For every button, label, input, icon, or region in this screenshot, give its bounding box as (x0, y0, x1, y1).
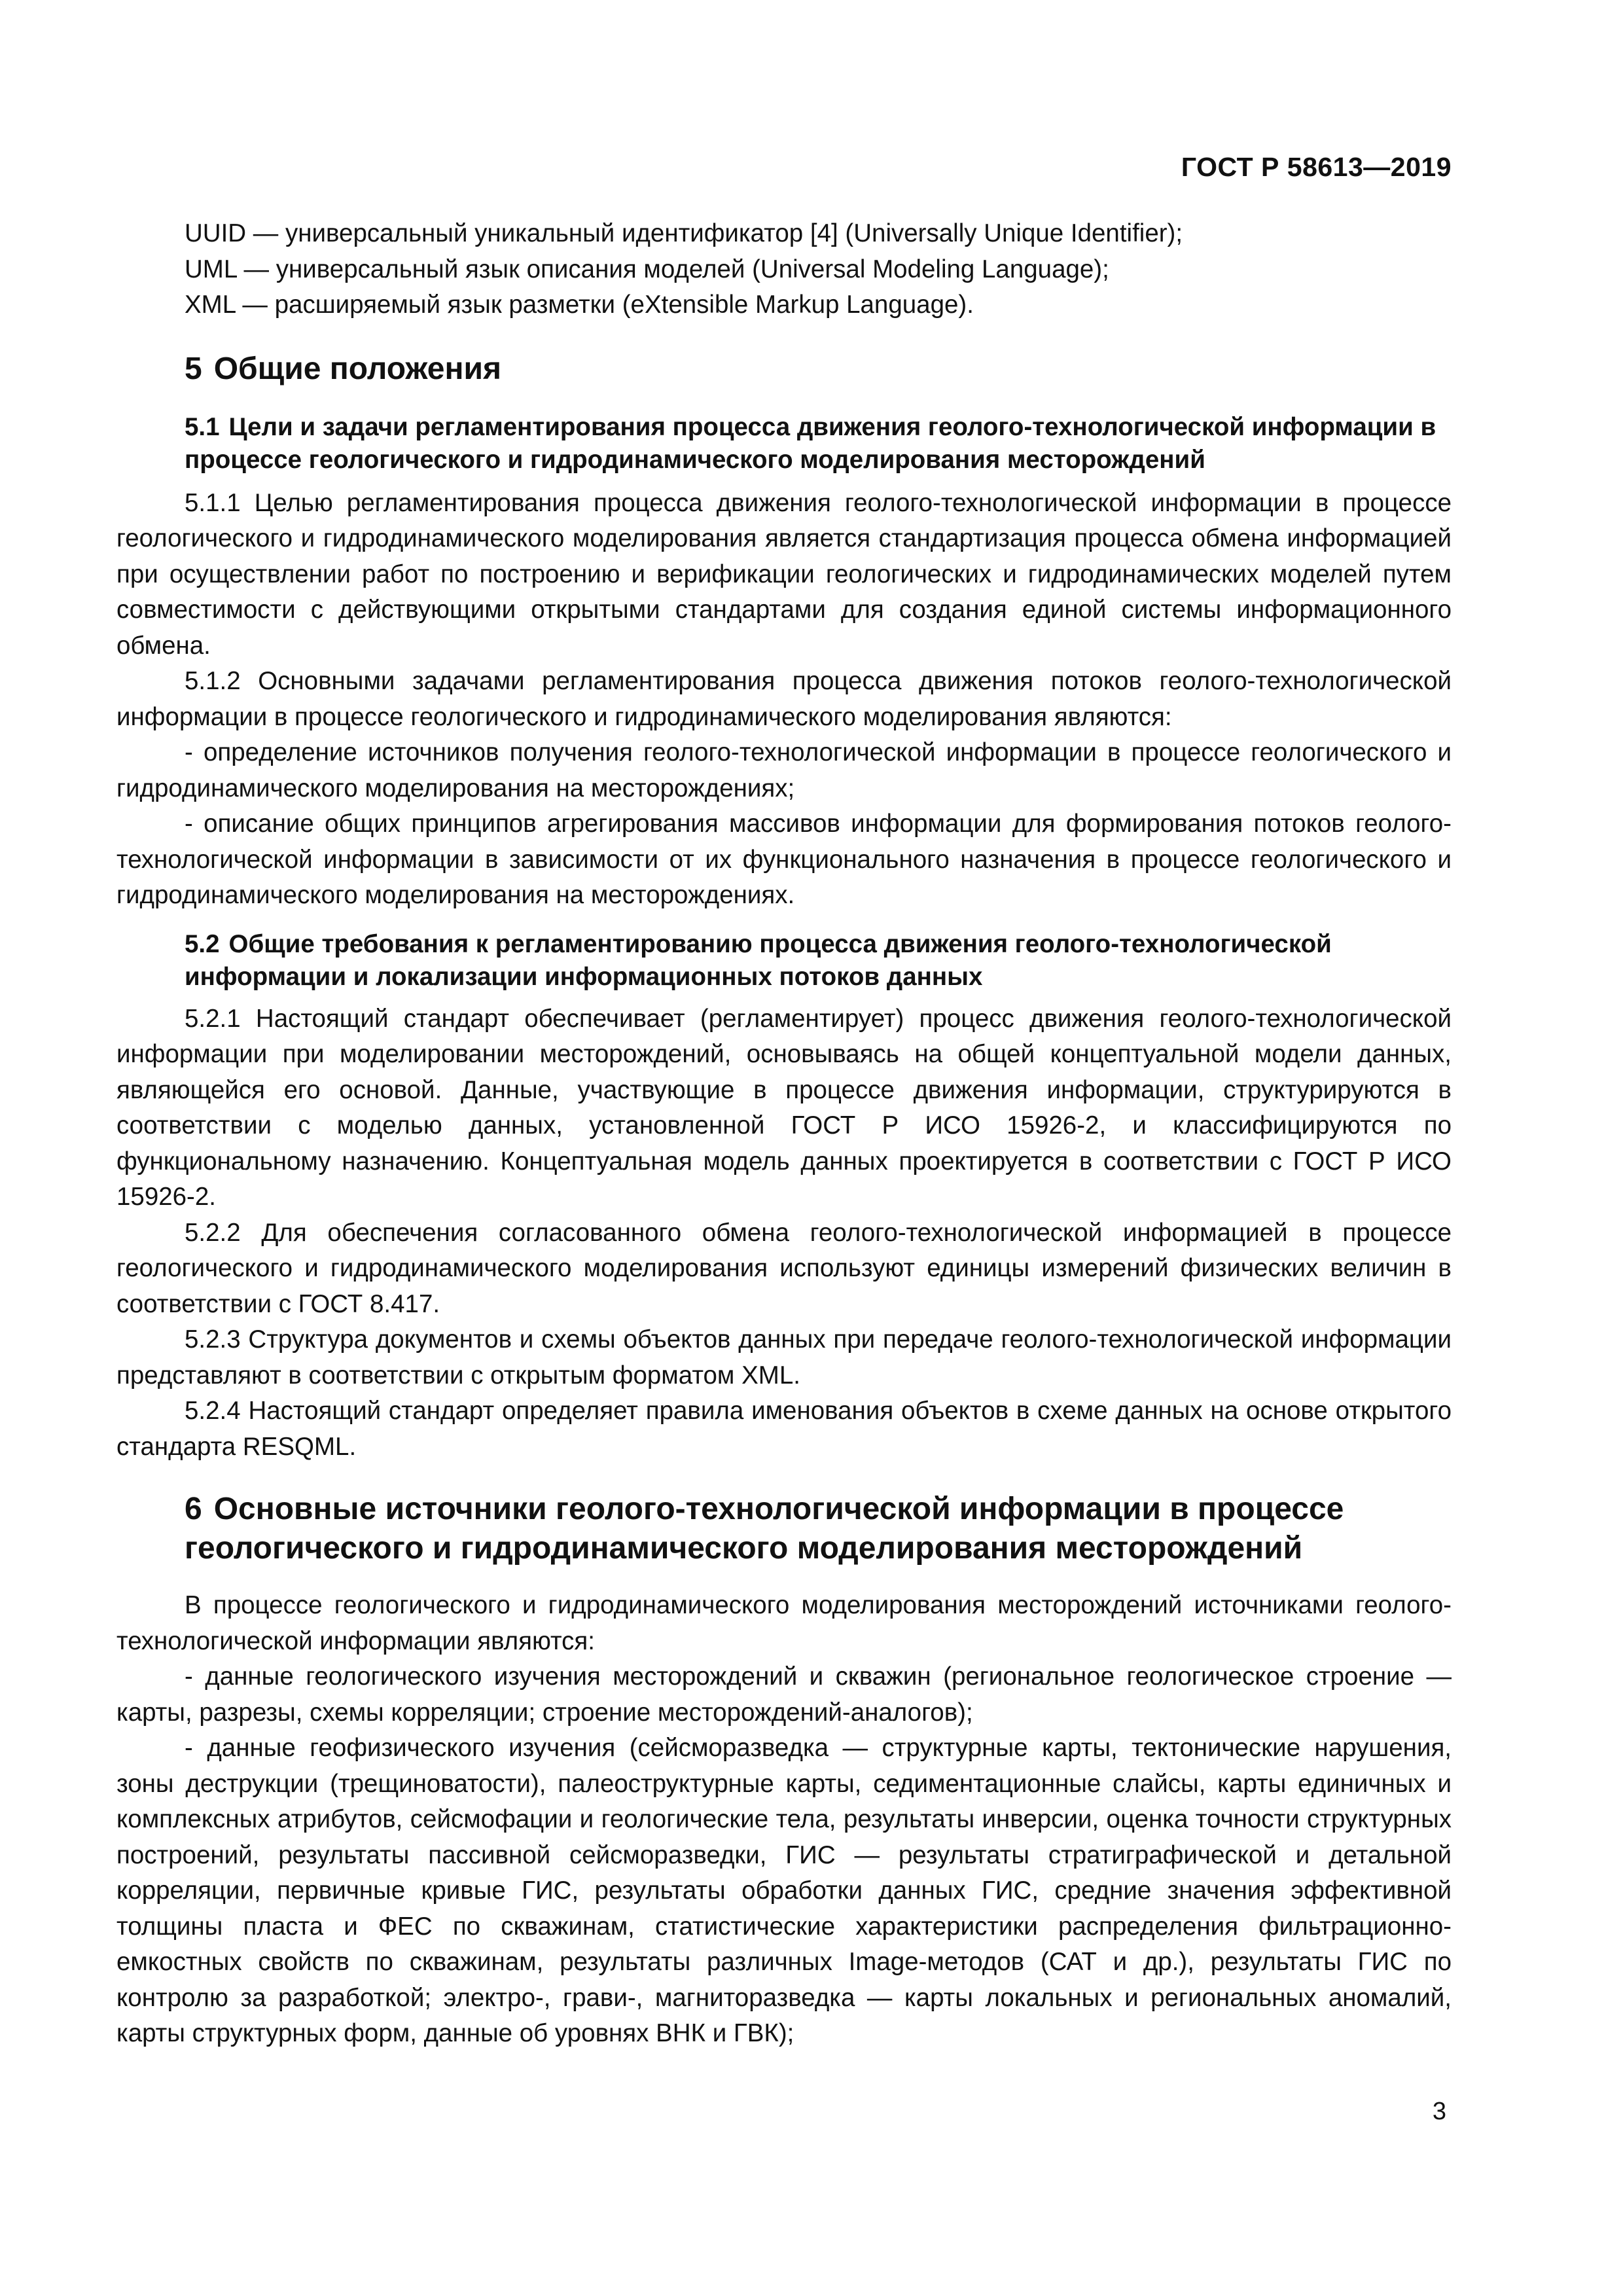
section-number: 6 (185, 1492, 202, 1526)
abbreviation-item: XML — расширяемый язык разметки (eXtensible Markup Language). (185, 291, 974, 319)
subsection-title: Общие требования к регламентированию процесса движения геолого-технологической информации и локализации информационных потоков данных (185, 929, 1332, 991)
page-content (116, 216, 1452, 2052)
subsection-title: Цели и задачи регламентирования процесса движения геолого-технологической информации в процессе геологического и гидродинамического моделирования месторождений (185, 412, 1436, 474)
section-heading-5 (116, 350, 1452, 389)
abbreviation-item: UUID — универсальный уникальный идентификатор [4] (Universally Unique Identifier); (185, 219, 1183, 247)
subsection-number: 5.2 (185, 929, 220, 958)
list-item: - описание общих принципов агрегирования массивов информации для формирования потоков геолого-технологической информации в зависимости от их функционального назначения в процессе геологического и гидродинамического моделирования на месторождениях. (116, 810, 1452, 909)
subsection-heading-5-2 (116, 928, 1452, 994)
paragraph-6-intro: В процессе геологического и гидродинамического моделирования месторождений источниками геолого-технологической информации являются: (116, 1591, 1452, 1655)
document-header-id: ГОСТ Р 58613—2019 (1181, 152, 1452, 182)
list-item: - данные геологического изучения месторождений и скважин (региональное геологическое строение — карты, разрезы, схемы корреляции; строение месторождений-аналогов); (116, 1662, 1452, 1727)
section-title: Основные источники геолого-технологической информации в процессе геологического и гидродинамического моделирования месторождений (185, 1492, 1344, 1566)
abbreviation-item: UML — универсальный язык описания моделей (Universal Modeling Language); (185, 255, 1109, 283)
section-heading-6 (116, 1490, 1452, 1568)
subsection-number: 5.1 (185, 412, 220, 441)
page-number: 3 (1432, 2098, 1446, 2125)
paragraph-5-2-2: 5.2.2 Для обеспечения согласованного обмена геолого-технологической информацией в процессе геологического и гидродинамического моделирования используют единицы измерений физических величин в соответствии с ГОСТ 8.417. (116, 1218, 1452, 1318)
paragraph-5-1-2: 5.1.2 Основными задачами регламентирования процесса движения потоков геолого-технологической информации в процессе геологического и гидродинамического моделирования являются: (116, 667, 1452, 731)
paragraph-5-2-4: 5.2.4 Настоящий стандарт определяет правила именования объектов в схеме данных на основе открытого стандарта RESQML. (116, 1397, 1452, 1461)
list-item: - данные геофизического изучения (сейсморазведка — структурные карты, тектонические нарушения, зоны деструкции (трещиноватости), палеоструктурные карты, седиментационные слайсы, карты единичных и комплексных атрибутов, сейсмофации и геологические тела, результаты инверсии, оценка точности структурных построений, результаты пассивной сейсморазведки, ГИС — результаты стратиграфической и детальной корреляции, первичные кривые ГИС, результаты обработки данных ГИС, средние значения эффективной толщины пласта и ФЕС по скважинам, статистические характеристики распределения фильтрационно-емкостных свойств по скважинам, результаты различных Image-методов (САТ и др.), результаты ГИС по контролю за разработкой; электро-, грави-, магниторазведка — карты локальных и региональных аномалий, карты структурных форм, данные об уровнях ВНК и ГВК); (116, 1734, 1452, 2047)
paragraph-5-2-3: 5.2.3 Структура документов и схемы объектов данных при передаче геолого-технологической информации представляют в соответствии с открытым форматом XML. (116, 1325, 1452, 1390)
section-number: 5 (185, 351, 202, 386)
subsection-heading-5-1 (116, 411, 1452, 476)
paragraph-5-2-1: 5.2.1 Настоящий стандарт обеспечивает (регламентирует) процесс движения геолого-технологической информации при моделировании месторождений, основываясь на общей концептуальной модели данных, являющейся его основой. Данные, участвующие в процессе движения информации, структурируются в соответствии с моделью данных, установленной ГОСТ Р ИСО 15926-2, и классифицируются по функциональному назначению. Концептуальная модель данных проектируется в соответствии с ГОСТ Р ИСО 15926-2. (116, 1004, 1452, 1211)
list-item: - определение источников получения геолого-технологической информации в процессе геологического и гидродинамического моделирования на месторождениях; (116, 738, 1452, 802)
section-title: Общие положения (213, 351, 501, 386)
paragraph-5-1-1: 5.1.1 Целью регламентирования процесса движения геолого-технологической информации в процессе геологического и гидродинамического моделирования является стандартизация процесса обмена информацией при осуществлении работ по построению и верификации геологических и гидродинамических моделей путем совместимости с действующими открытыми стандартами для создания единой системы информационного обмена. (116, 488, 1452, 660)
